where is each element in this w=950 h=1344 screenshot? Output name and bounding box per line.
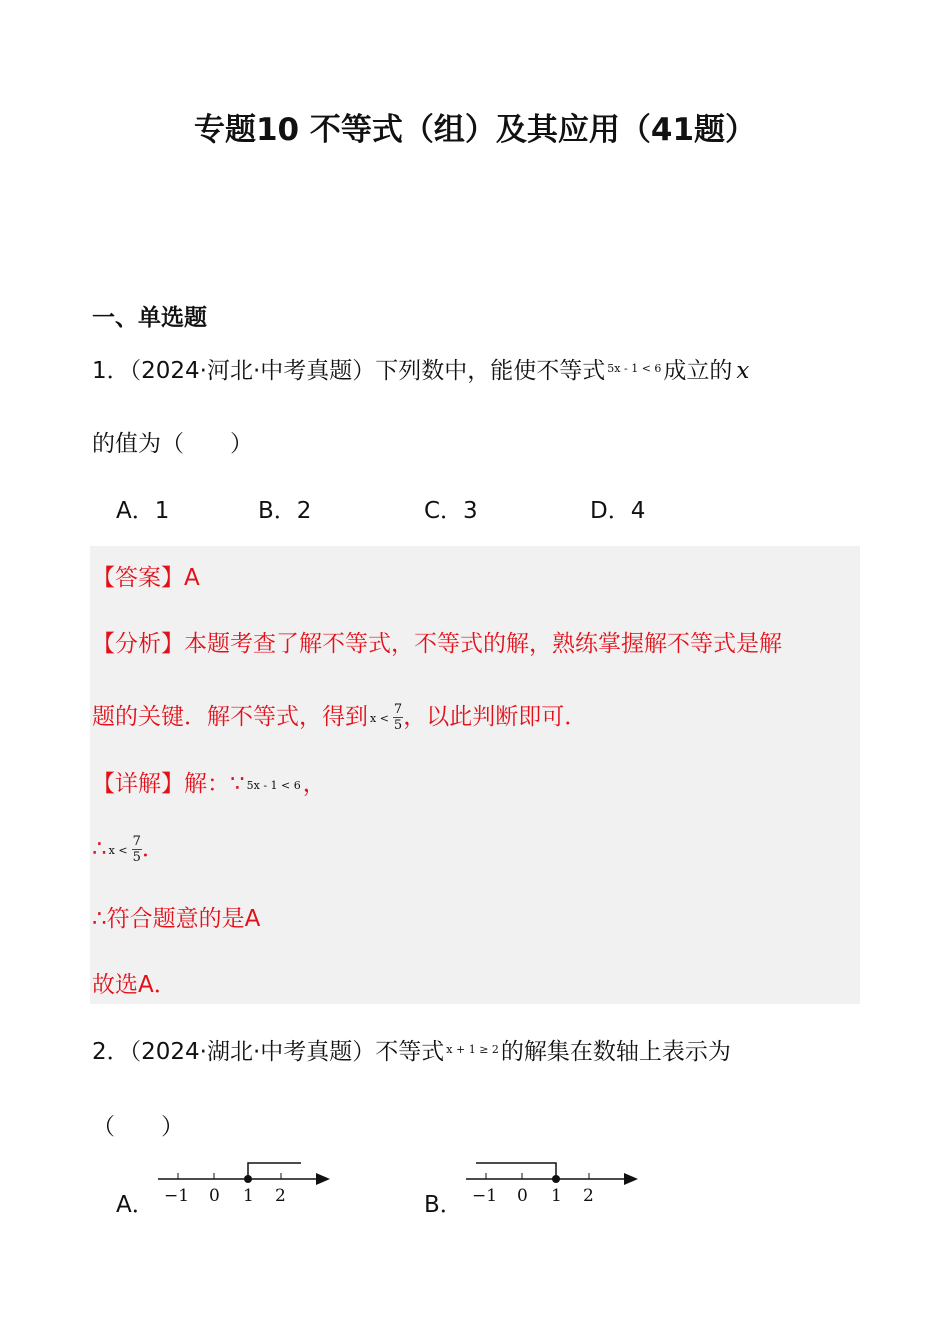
- q1-stem-line2: 的值为（ ）: [92, 431, 253, 457]
- tick-label: 1: [243, 1186, 254, 1206]
- analysis-text-b: 题的关键．解不等式，得到: [92, 704, 368, 730]
- therefore-line: [92, 830, 165, 865]
- therefore-denominator: 5: [132, 850, 141, 865]
- tick-label: 0: [209, 1186, 220, 1206]
- q1-stem-line1: [92, 352, 749, 385]
- therefore-symbol: ∴: [92, 836, 107, 862]
- fraction-numerator: 7: [393, 702, 403, 717]
- q2-stem-text-a: 2．（2024·湖北·中考真题）不等式: [92, 1039, 445, 1065]
- fraction-denominator: 5: [393, 718, 403, 733]
- q1-option-b[interactable]: B．2: [258, 498, 312, 524]
- q1-stem-text-b: 成立的: [663, 358, 733, 384]
- tick-label: 1: [551, 1186, 562, 1206]
- solution-bracket: [248, 1163, 301, 1179]
- q1-option-c[interactable]: C．3: [424, 498, 478, 524]
- q2-inline-expression: x + 1 ≥ 2: [446, 1043, 499, 1056]
- document-title: 专题10 不等式（组）及其应用（41题）: [193, 112, 757, 148]
- solution-bracket: [476, 1163, 556, 1179]
- q1-option-a[interactable]: A．1: [116, 498, 170, 524]
- detail-text-a: 【详解】解：∵: [92, 771, 245, 797]
- therefore-frac-lhs: x <: [108, 844, 128, 857]
- q1-variable: x: [736, 358, 750, 384]
- q2-stem-text-b: 的解集在数轴上表示为: [500, 1039, 731, 1065]
- axis-arrow: [624, 1173, 638, 1185]
- axis-arrow: [316, 1173, 330, 1185]
- answer-line: 【答案】A: [92, 565, 200, 591]
- therefore-numerator: 7: [132, 834, 141, 849]
- solid-point: [552, 1175, 560, 1183]
- analysis-frac-lhs: x <: [370, 712, 389, 725]
- q1-option-d[interactable]: D．4: [590, 498, 646, 524]
- choice-line: 故选A．: [92, 972, 177, 998]
- tick-label: 0: [517, 1186, 528, 1206]
- tick-label: −1: [164, 1186, 190, 1206]
- q2-option-b-label[interactable]: B．: [424, 1192, 463, 1218]
- analysis-text-c: ，以此判断即可．: [403, 704, 588, 730]
- solid-point: [244, 1175, 252, 1183]
- q2-stem-line1: [92, 1033, 731, 1066]
- tick-label: 2: [275, 1186, 286, 1206]
- detail-text-b: ，: [302, 771, 326, 797]
- q2-stem-line2: （ ）: [92, 1114, 184, 1140]
- q2-option-b-number-line[interactable]: [458, 1155, 648, 1210]
- detail-expression: 5x - 1 < 6: [246, 779, 301, 792]
- conclusion-line: ∴符合题意的是A: [92, 906, 261, 932]
- q2-option-a-number-line[interactable]: [150, 1155, 340, 1210]
- q1-inline-expression: 5x - 1 < 6: [607, 362, 662, 375]
- tick-label: 2: [583, 1186, 594, 1206]
- section-heading: 一、单选题: [92, 305, 207, 331]
- q2-option-a-label[interactable]: A．: [116, 1192, 155, 1218]
- therefore-period: ．: [141, 836, 165, 862]
- analysis-line1: 【分析】本题考查了解不等式，不等式的解，熟练掌握解不等式是解: [92, 631, 782, 657]
- analysis-fraction: [393, 702, 403, 733]
- detail-line: [92, 765, 326, 798]
- q1-stem-text-a: 1．（2024·河北·中考真题）下列数中，能使不等式: [92, 358, 606, 384]
- therefore-fraction: [132, 834, 142, 865]
- analysis-line2: [92, 698, 587, 733]
- tick-label: −1: [472, 1186, 498, 1206]
